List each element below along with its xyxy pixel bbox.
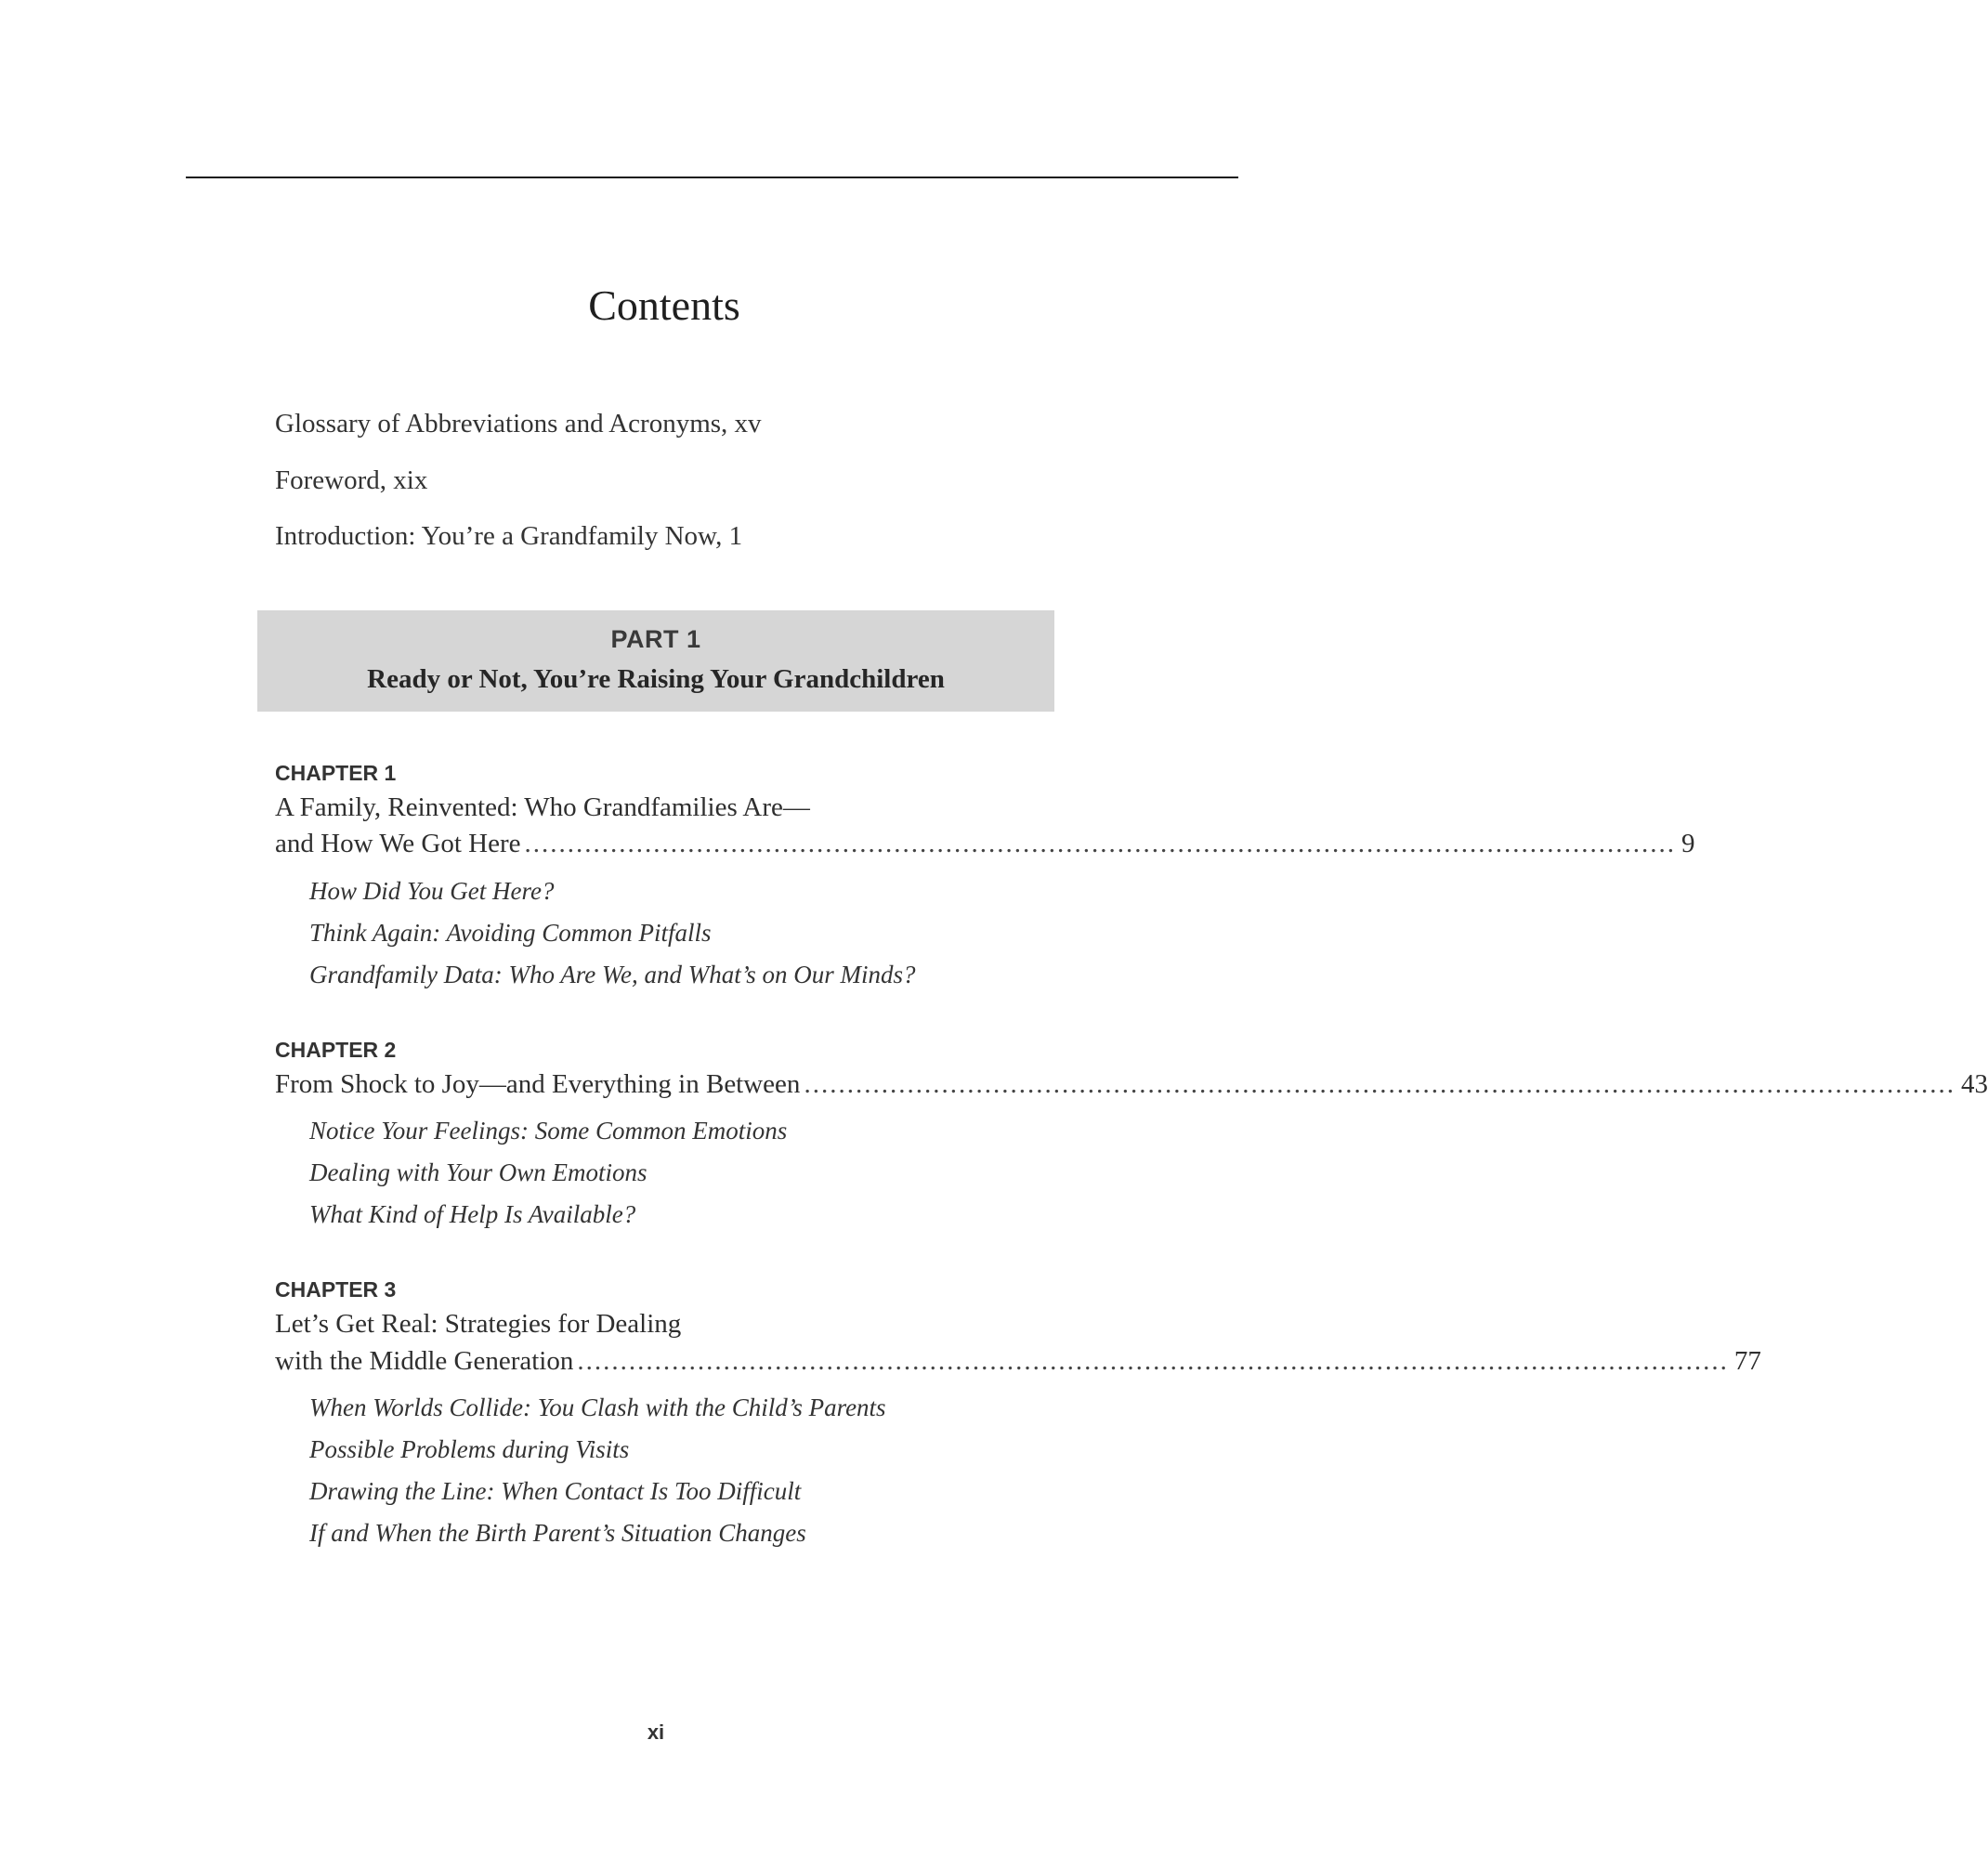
chapter-2-section[interactable]: Dealing with Your Own Emotions (309, 1158, 647, 1186)
chapter-2-label: CHAPTER 2 (275, 1038, 397, 1062)
toc-entry-glossary[interactable]: Glossary of Abbreviations and Acronyms, xv (275, 409, 762, 438)
chapter-3-title-line1[interactable]: Let’s Get Real: Strategies for Dealing (275, 1309, 682, 1339)
chapter-2-title-line1[interactable] (275, 1069, 1988, 1100)
chapter-1-label: CHAPTER 1 (275, 761, 397, 785)
chapter-3-label: CHAPTER 3 (275, 1277, 397, 1302)
page-number: xi (647, 1721, 665, 1744)
part-banner (257, 610, 1054, 712)
chapter-2-section[interactable]: Notice Your Feelings: Some Common Emotions (309, 1117, 788, 1145)
chapter-3-title-line2-text: with the Middle Generation (275, 1346, 574, 1376)
page-title: Contents (588, 281, 740, 329)
chapter-1-section[interactable]: How Did You Get Here? (309, 877, 555, 905)
chapter-3-page: 77 (1733, 1346, 1761, 1376)
part-label: PART 1 (610, 625, 701, 653)
chapter-3-section[interactable]: Drawing the Line: When Contact Is Too Difficult (309, 1477, 802, 1505)
chapter-1-title-line2-text: and How We Got Here (275, 829, 521, 858)
chapter-1-title-line1[interactable]: A Family, Reinvented: Who Grandfamilies Are— (275, 792, 810, 822)
header-rule (186, 177, 1238, 178)
chapter-1-title-line2[interactable] (275, 829, 1695, 859)
leader-dots: ...................................................................................................................................... (577, 1346, 1729, 1376)
chapter-3-section[interactable]: When Worlds Collide: You Clash with the Child’s Parents (309, 1394, 886, 1421)
chapter-2-page: 43 (1960, 1069, 1988, 1099)
chapter-1-page: 9 (1681, 829, 1695, 858)
toc-entry-foreword[interactable]: Foreword, xix (275, 465, 428, 495)
part-title[interactable]: Ready or Not, You’re Raising Your Grandchildren (367, 664, 945, 694)
toc-entry-introduction[interactable]: Introduction: You’re a Grandfamily Now, 1 (275, 521, 743, 551)
chapter-3-title-line2[interactable] (275, 1346, 1761, 1377)
chapter-2-section[interactable]: What Kind of Help Is Available? (309, 1200, 636, 1228)
leader-dots: ...................................................................................................................................... (524, 829, 1676, 858)
chapter-3-section[interactable]: Possible Problems during Visits (309, 1435, 630, 1463)
leader-dots: ...................................................................................................................................... (804, 1069, 1955, 1099)
chapter-2-title-text: From Shock to Joy—and Everything in Between (275, 1069, 801, 1099)
chapter-1-section[interactable]: Think Again: Avoiding Common Pitfalls (309, 919, 712, 947)
chapter-3-section[interactable]: If and When the Birth Parent’s Situation Changes (309, 1519, 806, 1547)
chapter-1-section[interactable]: Grandfamily Data: Who Are We, and What’s on Our Minds? (309, 961, 916, 988)
